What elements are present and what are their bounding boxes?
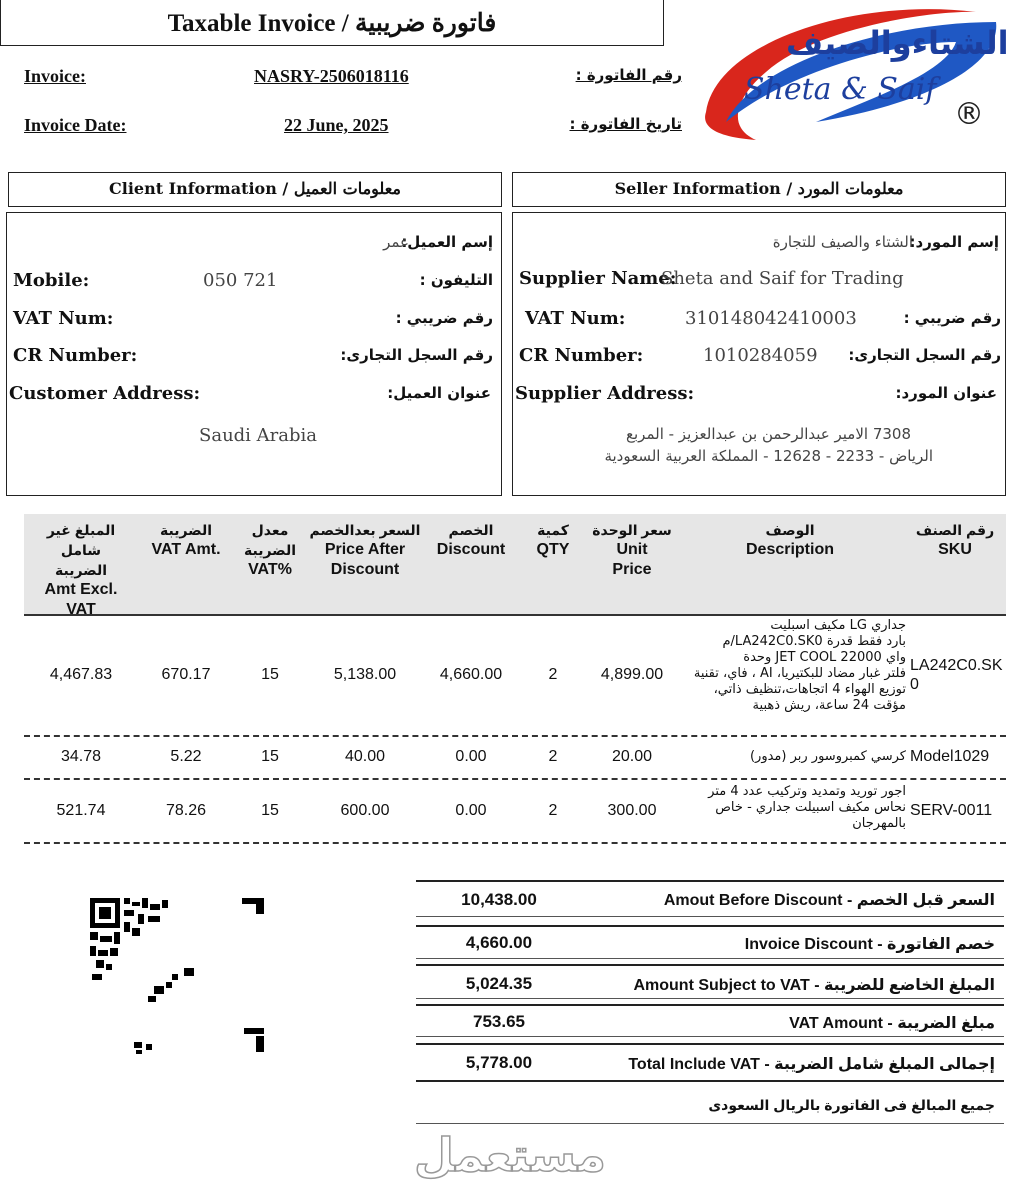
- invoice-date-value: 22 June, 2025: [284, 115, 389, 135]
- invoice-title: Taxable Invoice / فاتورة ضريبية: [0, 0, 664, 46]
- invoice-number-label: Invoice:: [24, 66, 86, 86]
- row-discount: 0.00: [455, 748, 487, 765]
- invoice-date-label-ar: تاريخ الفاتورة :: [569, 115, 682, 133]
- seller-info-title: Seller Information / معلومات المورد: [614, 179, 904, 198]
- seller-info-title-box: [512, 172, 1006, 207]
- totals-divider: [416, 1123, 1004, 1124]
- totals-divider: [416, 964, 1004, 966]
- company-logo: [696, 2, 1009, 152]
- invoice-number-label-ar: رقم الفاتورة :: [575, 66, 682, 84]
- total-label-invoice-discount: خصم الفاتورة - Invoice Discount: [744, 936, 995, 953]
- seller-address-label: Supplier Address:: [515, 383, 695, 404]
- header-price-after: السعر بعدالخصم Price After Discount: [309, 522, 421, 578]
- total-value-before-discount: 10,438.00: [461, 890, 537, 909]
- row-sku: SERV-0011: [910, 802, 993, 819]
- seller-cr-label-ar: رقم السجل التجارى:: [848, 346, 1001, 364]
- row-amt-excl: 34.78: [60, 748, 102, 765]
- total-label-include-vat: إجمالى المبلغ شامل الضريبة - Total Include VAT: [628, 1056, 995, 1073]
- totals-divider: [416, 1004, 1004, 1006]
- seller-cr-label: CR Number:: [519, 345, 644, 366]
- seller-info-box: [512, 212, 1006, 496]
- totals-divider: [416, 880, 1004, 882]
- row-vat-rate: 15: [261, 666, 279, 683]
- client-info-title: Client Information / معلومات العميل: [109, 179, 401, 198]
- watermark-text: مستعمل: [414, 1128, 606, 1182]
- total-value-include-vat: 5,778.00: [465, 1053, 533, 1072]
- row-qty: 2: [548, 802, 558, 819]
- currency-note: جميع المبالغ فى الفاتورة بالريال السعودى: [708, 1097, 995, 1113]
- client-name-value: عمر: [383, 233, 409, 251]
- client-mobile-label-ar: التليفون :: [419, 271, 493, 289]
- client-name-label-ar: إسم العميل:: [401, 233, 493, 251]
- row-description: جداري LG مكيف اسبليت بارد فقط قدرة LA242C0.SK0/م واي JET COOL 22000 وحدة فلتر غبار مضاد للبكتيريا، AI ، فاي، تقنية توزيع الهواء 4 اتجاهات،تنظيف ذاتي، مؤقت 24 ساعة، ريش ذهبية: [693, 618, 906, 713]
- row-vat-amt: 78.26: [165, 802, 207, 819]
- header-amt-excl: المبلغ غير شامل الضريبة Amt Excl. VAT: [44, 522, 118, 618]
- seller-vat-value: 310148042410003: [685, 308, 857, 329]
- row-vat-amt: 670.17: [161, 666, 211, 683]
- totals-divider: [416, 1080, 1004, 1082]
- invoice-date-label: Invoice Date:: [24, 115, 127, 135]
- client-address-label: Customer Address:: [9, 383, 201, 404]
- supplier-name-value: Sheta and Saif for Trading: [661, 268, 904, 289]
- table-row: [0, 780, 1013, 842]
- client-info-title-box: [8, 172, 502, 207]
- row-sku: Model1029: [910, 748, 990, 765]
- row-vat-amt: 5.22: [170, 748, 202, 765]
- row-vat-rate: 15: [261, 802, 279, 819]
- table-row: [0, 736, 1013, 776]
- logo-arabic-text: الشتاءوالصيف: [786, 24, 1009, 62]
- total-value-subject-to-vat: 5,024.35: [465, 974, 533, 993]
- row-unit-price: 4,899.00: [600, 666, 664, 683]
- header-description: الوصف Description: [745, 522, 834, 558]
- row-amt-excl: 521.74: [56, 802, 106, 819]
- client-address-label-ar: عنوان العميل:: [387, 384, 491, 402]
- table-row: [0, 614, 1013, 734]
- client-vat-label-ar: رقم ضريبي :: [395, 309, 493, 327]
- row-description: كرسي كمبروسور ربر (مدور): [749, 749, 906, 764]
- seller-vat-label-ar: رقم ضريبي :: [903, 309, 1001, 327]
- total-label-vat-amount: مبلغ الضريبة - VAT Amount: [789, 1015, 995, 1032]
- client-info-box: [6, 212, 502, 496]
- qr-code-image: [88, 896, 268, 1058]
- total-value-vat-amount: 753.65: [473, 1012, 525, 1031]
- total-value-invoice-discount: 4,660.00: [465, 933, 533, 952]
- client-cr-label: CR Number:: [13, 345, 138, 366]
- header-vat-rate: معدل الضريبة VAT%: [243, 522, 297, 578]
- client-address-value: Saudi Arabia: [199, 425, 318, 446]
- client-vat-label: VAT Num:: [13, 308, 114, 329]
- totals-divider: [416, 998, 1004, 999]
- row-discount: 0.00: [455, 802, 487, 819]
- totals-divider: [416, 925, 1004, 927]
- registered-mark: ®: [954, 97, 984, 132]
- header-qty: كمية QTY: [536, 522, 570, 558]
- header-discount: الخصم Discount: [436, 522, 506, 558]
- seller-address-line2: الرياض - 2233 - 12628 - المملكة العربية السعودية: [604, 447, 933, 465]
- totals-divider: [416, 958, 1004, 959]
- row-vat-rate: 15: [261, 748, 279, 765]
- row-price-after: 40.00: [344, 748, 386, 765]
- total-label-before-discount: السعر قبل الخصم - Amout Before Discount: [663, 892, 995, 909]
- seller-cr-value: 1010284059: [703, 345, 818, 366]
- row-amt-excl: 4,467.83: [49, 666, 113, 683]
- header-sku: رقم الصنف SKU: [915, 522, 995, 558]
- seller-name-value-ar: الشتاء والصيف للتجارة: [772, 233, 913, 251]
- row-description: اجور توريد وتمديد وتركيب عدد 4 متر نحاس مكيف اسبيلت جداري - خاص بالمهرجان: [708, 784, 906, 831]
- row-qty: 2: [548, 666, 558, 683]
- row-unit-price: 300.00: [607, 802, 657, 819]
- row-price-after: 5,138.00: [333, 666, 397, 683]
- seller-address-line1: 7308 الامير عبدالرحمن بن عبدالعزيز - المربع: [626, 425, 911, 443]
- header-vat-amt: الضريبة VAT Amt.: [151, 522, 221, 558]
- logo-english-text: Sheta & Saif: [744, 72, 937, 107]
- seller-name-label-ar: إسم المورد:: [909, 233, 999, 251]
- invoice-number-value: NASRY-2506018116: [254, 66, 409, 86]
- client-cr-label-ar: رقم السجل التجارى:: [340, 346, 493, 364]
- totals-divider: [416, 1036, 1004, 1037]
- seller-address-label-ar: عنوان المورد:: [895, 384, 997, 402]
- row-discount: 4,660.00: [439, 666, 503, 683]
- row-unit-price: 20.00: [611, 748, 653, 765]
- total-label-subject-to-vat: المبلغ الخاضع للضريبة - Amount Subject to VAT: [633, 977, 995, 994]
- row-price-after: 600.00: [340, 802, 390, 819]
- qr-code: [88, 896, 268, 1058]
- totals-divider: [416, 1043, 1004, 1045]
- client-mobile-value: 050 721: [203, 270, 278, 291]
- row-qty: 2: [548, 748, 558, 765]
- client-mobile-label: Mobile:: [13, 270, 90, 291]
- supplier-name-label: Supplier Name:: [519, 268, 677, 289]
- seller-vat-label: VAT Num:: [525, 308, 626, 329]
- row-sku: LA242C0.SK0: [910, 657, 1003, 693]
- totals-divider: [416, 916, 1004, 917]
- row-divider: [24, 842, 1006, 844]
- header-unit-price: سعر الوحدة Unit Price: [592, 522, 672, 578]
